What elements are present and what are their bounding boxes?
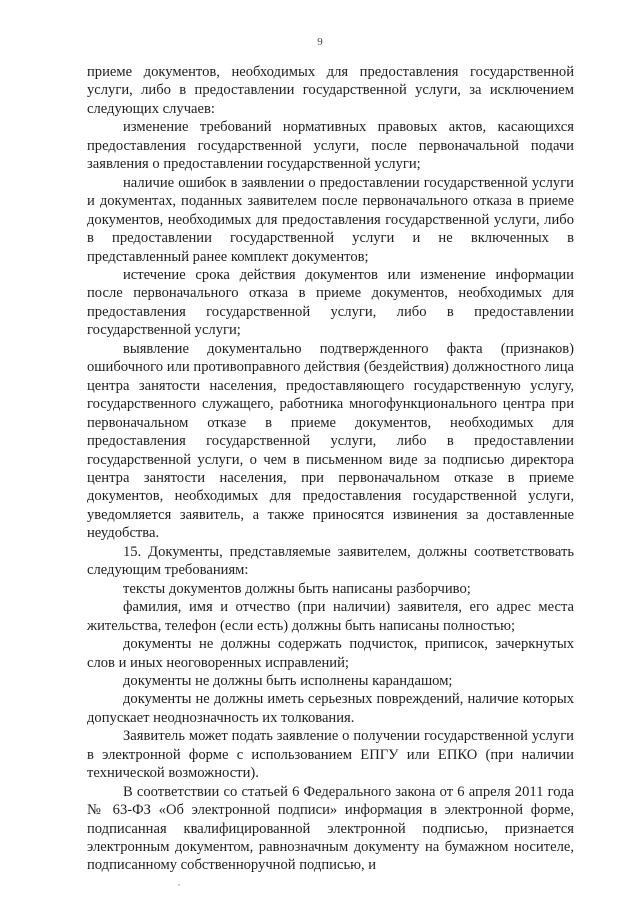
paragraph-section-15: 15. Документы, представляемые заявителем, должны соответствовать следующим требованиям: (87, 543, 574, 579)
paragraph-requirement-no-erasures: документы не должны содержать подчисток, приписок, зачеркнутых слов и иных неоговоренных исправлений; (87, 636, 574, 671)
scan-speck (178, 884, 180, 886)
paragraph-exception-expiry: истечение срока действия документов или изменение информации после первоначального отказа в приеме документов, необходимых для предоставления государственной услуги, либо в предоставлении государственной услуги; (87, 266, 574, 339)
paragraph-exception-regulation-change: изменение требований нормативных правовых актов, касающихся предоставления государственной услуги, после первоначальной подачи заявления о предоставлении государственной услуги; (87, 119, 574, 173)
paragraph-requirement-full-name: фамилия, имя и отчество (при наличии) заявителя, его адрес места жительства, телефон (если есть) должны быть написаны полностью; (87, 599, 574, 634)
paragraph-exception-misconduct: выявление документально подтвержденного факта (признаков) ошибочного или противоправного действия (бездействия) должностного лица центра занятости населения, предоставляющего государственную услугу, государственного служащего, работника многофункционального центра при первоначальном отказе в приеме документов, необходимых для предоставления государственной услуги, либо в предоставлении государственной услуги, о чем в письменном виде за подписью директора центра занятости населения, при первоначальном отказе в приеме документов, необходимых для предоставления государственной услуги, уведомляется заявитель, а также приносятся извинения за доставленные неудобства. (87, 340, 574, 542)
paragraph-requirement-no-pencil: документы не должны быть исполнены карандашом; (123, 672, 453, 689)
page-number: 9 (317, 36, 323, 48)
document-body (87, 63, 574, 875)
paragraph-electronic-signature-law: В соответствии со статьей 6 Федерального закона от 6 апреля 2011 года № 63-ФЗ «Об электронной подписи» информация в электронной форме, подписанная квалифицированной электронной подписью, признается электронным документом, равнозначным документу на бумажном носителе, подписанному собственноручной подписью, и (87, 783, 574, 874)
paragraph-exception-errors: наличие ошибок в заявлении о предоставлении государственной услуги и документах, поданных заявителем после первоначального отказа в приеме документов, необходимых для предоставления государственной услуги, либо в предоставлении государственной услуги и не включенных в представленный ранее комплект документов; (87, 174, 574, 265)
paragraph-requirement-legible: тексты документов должны быть написаны разборчиво; (123, 580, 471, 597)
paragraph-requirement-no-damage: документы не должны иметь серьезных повреждений, наличие которых допускает неоднозначность их толкования. (87, 691, 574, 726)
paragraph-electronic-application: Заявитель может подать заявление о получении государственной услуги в электронной форме с использованием ЕПГУ или ЕПКО (при наличии технической возможности). (87, 728, 574, 782)
paragraph-continuation: приеме документов, необходимых для предоставления государственной услуги, либо в предоставлении государственной услуги, за исключением следующих случаев: (87, 64, 574, 117)
